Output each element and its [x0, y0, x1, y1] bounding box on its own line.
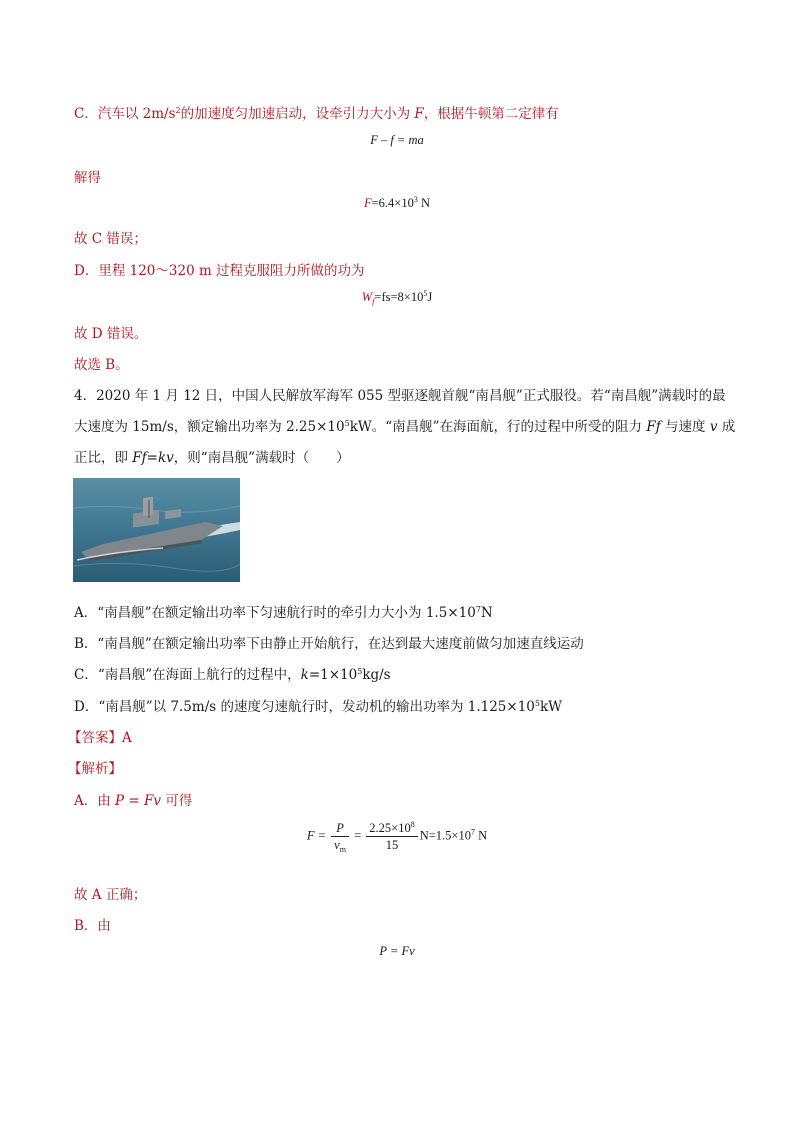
option-a-correct: 故 A 正确； — [74, 887, 147, 903]
option-a: A．“南昌舰”在额定输出功率下匀速航行时的牵引力大小为 $1.5\times 10^7N$ — [74, 605, 493, 621]
question-4-line-1: 4．2020 年 1 月 12 日，中国人民解放军海军 055 型驱逐舰首舰“南昌舰”正式服役。若“南昌舰”满载时的最 — [74, 388, 726, 404]
option-c-wrong: 故 C 错误； — [74, 231, 147, 247]
option-d-wrong: 故 D 错误。 — [74, 326, 148, 342]
option-d: D．“南昌舰”以 7.5m/s 的速度匀速航行时，发动机的输出功率为 $1.125\times 10^5kW$ — [74, 699, 563, 715]
option-b: B．“南昌舰”在额定输出功率下由静止开始航行，在达到最大速度前做匀加速直线运动 — [74, 636, 584, 652]
option-d-analysis: D．里程 120～320 m 过程克服阻力所做的功为 — [74, 263, 365, 279]
fraction-p-over-vm: $\frac{P}{v_m}$ — [331, 820, 349, 853]
equation-traction-force: F = $\frac{P}{v_m}$ = $\frac{2.25\times 10^8}{15}$ $N=1.5\times 10^7$ N — [306, 820, 488, 854]
equation-force-result: $F=6.4\times 10^3$ N — [363, 195, 431, 210]
option-c: C．“南昌舰”在海面上航行的过程中，$k=1\times 10^5kg/s$ — [74, 667, 391, 683]
solution-a-intro: A．由 P = Fv 可得 — [74, 793, 193, 809]
equation-newton-second-law: F – f = ma — [370, 133, 424, 147]
fraction-values: $\frac{2.25\times 10^8}{15}$ — [366, 820, 417, 853]
equation-power: P = Fv — [379, 944, 415, 958]
answer-label: 【答案】A — [68, 730, 132, 746]
question-4-line-2: 大速度为 15m/s，额定输出功率为 $2.25\times 10^5kW$。“南昌舰”在海面航，行的过程中所受的阻力 Ff 与速度 v 成 — [74, 419, 736, 435]
analysis-label: 【解析】 — [68, 761, 122, 777]
choose-b: 故选 B。 — [74, 357, 129, 373]
solution-b-intro: B．由 — [74, 918, 111, 934]
equation-work: $W_f=fs=8\times 10^5J$ — [361, 289, 433, 306]
warship-image — [73, 478, 240, 582]
solve-label: 解得 — [74, 170, 101, 186]
question-4-line-3: 正比，即 Ff=kv，则“南昌舰”满载时（ ） — [74, 450, 350, 466]
option-c-analysis: C．汽车以 $2m/s^2$的加速度匀加速启动，设牵引力大小为 F，根据牛顿第二定律有 — [74, 106, 559, 122]
